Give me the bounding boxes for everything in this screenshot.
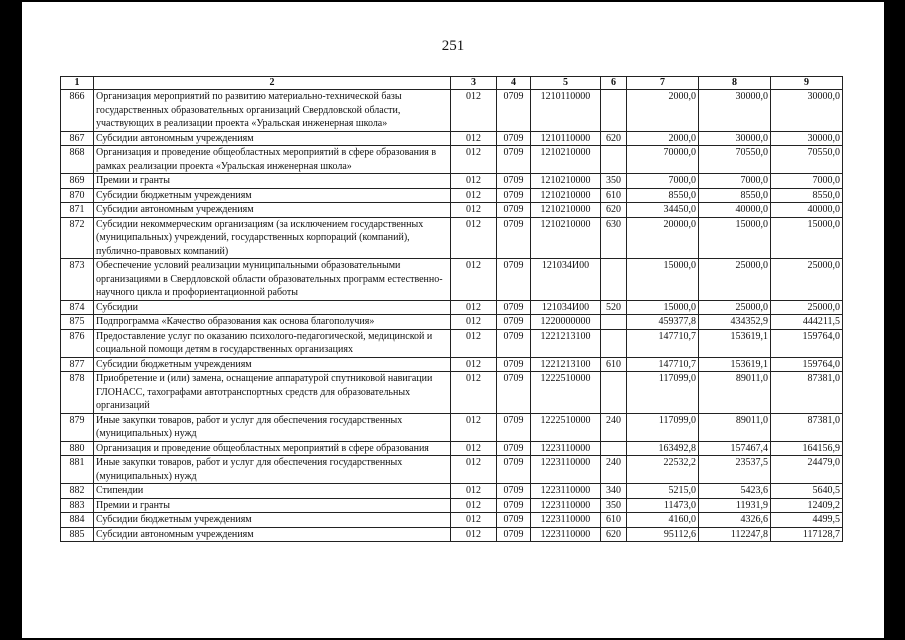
expense-type-cell: 620: [601, 131, 627, 146]
amount-year2-cell: 40000,0: [699, 203, 771, 218]
item-name-cell: Иные закупки товаров, работ и услуг для обеспечения государственных (муниципальных) нужд: [94, 456, 451, 484]
section-code-cell: 0709: [497, 188, 531, 203]
target-code-cell: 1223110000: [531, 456, 601, 484]
amount-year3-cell: 87381,0: [771, 413, 843, 441]
expense-type-cell: 620: [601, 203, 627, 218]
amount-year1-cell: 22532,2: [627, 456, 699, 484]
expense-type-cell: 350: [601, 498, 627, 513]
amount-year2-cell: 89011,0: [699, 372, 771, 414]
table-row: [61, 357, 843, 372]
ministry-code-cell: 012: [451, 357, 497, 372]
item-name-cell: Субсидии некоммерческим организациям (за исключением государственных (муниципальных) учреждений, государственных корпораций (компаний), публично-правовых компаний): [94, 217, 451, 259]
target-code-cell: 1223110000: [531, 441, 601, 456]
target-code-cell: 1223110000: [531, 527, 601, 542]
target-code-cell: 1223110000: [531, 484, 601, 499]
amount-year1-cell: 117099,0: [627, 372, 699, 414]
target-code-cell: 1223110000: [531, 498, 601, 513]
row-number-cell: 873: [61, 259, 94, 301]
expense-type-cell: 620: [601, 527, 627, 542]
item-name-cell: Иные закупки товаров, работ и услуг для обеспечения государственных (муниципальных) нужд: [94, 413, 451, 441]
section-code-cell: 0709: [497, 174, 531, 189]
section-code-cell: 0709: [497, 456, 531, 484]
amount-year2-cell: 70550,0: [699, 146, 771, 174]
amount-year1-cell: 8550,0: [627, 188, 699, 203]
amount-year3-cell: 159764,0: [771, 329, 843, 357]
item-name-cell: Стипендии: [94, 484, 451, 499]
amount-year2-cell: 7000,0: [699, 174, 771, 189]
amount-year1-cell: 34450,0: [627, 203, 699, 218]
target-code-cell: 1221213100: [531, 357, 601, 372]
amount-year2-cell: 434352,9: [699, 315, 771, 330]
amount-year3-cell: 8550,0: [771, 188, 843, 203]
amount-year2-cell: 11931,9: [699, 498, 771, 513]
amount-year2-cell: 8550,0: [699, 188, 771, 203]
amount-year3-cell: 40000,0: [771, 203, 843, 218]
section-code-cell: 0709: [497, 498, 531, 513]
target-code-cell: 1222510000: [531, 372, 601, 414]
table-row: [61, 372, 843, 414]
column-header: 7: [627, 77, 699, 90]
amount-year2-cell: 157467,4: [699, 441, 771, 456]
column-header: 6: [601, 77, 627, 90]
item-name-cell: Обеспечение условий реализации муниципальными образовательными организациями в Свердловской области образовательных программ естественно-научного цикла и профориентационной работы: [94, 259, 451, 301]
item-name-cell: Премии и гранты: [94, 498, 451, 513]
target-code-cell: 1210210000: [531, 146, 601, 174]
item-name-cell: Субсидии автономным учреждениям: [94, 203, 451, 218]
amount-year1-cell: 95112,6: [627, 527, 699, 542]
amount-year2-cell: 153619,1: [699, 329, 771, 357]
section-code-cell: 0709: [497, 441, 531, 456]
expense-type-cell: [601, 259, 627, 301]
amount-year3-cell: 30000,0: [771, 131, 843, 146]
item-name-cell: Премии и гранты: [94, 174, 451, 189]
amount-year1-cell: 7000,0: [627, 174, 699, 189]
amount-year2-cell: 30000,0: [699, 131, 771, 146]
expense-type-cell: 520: [601, 300, 627, 315]
amount-year1-cell: 15000,0: [627, 300, 699, 315]
table-row: [61, 203, 843, 218]
section-code-cell: 0709: [497, 315, 531, 330]
row-number-cell: 870: [61, 188, 94, 203]
amount-year1-cell: 2000,0: [627, 90, 699, 132]
row-number-cell: 876: [61, 329, 94, 357]
target-code-cell: 1221213100: [531, 329, 601, 357]
table-row: [61, 259, 843, 301]
document-page: [22, 2, 884, 638]
amount-year3-cell: 164156,9: [771, 441, 843, 456]
amount-year1-cell: 20000,0: [627, 217, 699, 259]
item-name-cell: Субсидии: [94, 300, 451, 315]
table-row: [61, 174, 843, 189]
amount-year1-cell: 70000,0: [627, 146, 699, 174]
ministry-code-cell: 012: [451, 484, 497, 499]
table-row: [61, 90, 843, 132]
column-header: 5: [531, 77, 601, 90]
target-code-cell: 121034И00: [531, 259, 601, 301]
table-row: [61, 300, 843, 315]
amount-year3-cell: 4499,5: [771, 513, 843, 528]
expense-type-cell: 340: [601, 484, 627, 499]
table-row: [61, 146, 843, 174]
target-code-cell: 1210110000: [531, 131, 601, 146]
row-number-cell: 869: [61, 174, 94, 189]
row-number-cell: 884: [61, 513, 94, 528]
row-number-cell: 868: [61, 146, 94, 174]
expense-type-cell: 350: [601, 174, 627, 189]
expense-type-cell: 240: [601, 413, 627, 441]
section-code-cell: 0709: [497, 484, 531, 499]
table-row: [61, 456, 843, 484]
ministry-code-cell: 012: [451, 441, 497, 456]
amount-year2-cell: 153619,1: [699, 357, 771, 372]
amount-year1-cell: 5215,0: [627, 484, 699, 499]
section-code-cell: 0709: [497, 329, 531, 357]
amount-year2-cell: 25000,0: [699, 259, 771, 301]
ministry-code-cell: 012: [451, 456, 497, 484]
amount-year1-cell: 147710,7: [627, 329, 699, 357]
table-row: [61, 329, 843, 357]
expense-type-cell: 610: [601, 513, 627, 528]
expense-type-cell: 630: [601, 217, 627, 259]
item-name-cell: Предоставление услуг по оказанию психолого-педагогической, медицинской и социальной помощи детям в государственных организациях: [94, 329, 451, 357]
target-code-cell: 1210210000: [531, 203, 601, 218]
row-number-cell: 875: [61, 315, 94, 330]
page-number: 251: [441, 38, 465, 54]
row-number-cell: 878: [61, 372, 94, 414]
ministry-code-cell: 012: [451, 259, 497, 301]
ministry-code-cell: 012: [451, 329, 497, 357]
row-number-cell: 881: [61, 456, 94, 484]
expense-type-cell: 240: [601, 456, 627, 484]
header-row: [61, 77, 843, 90]
ministry-code-cell: 012: [451, 300, 497, 315]
expense-type-cell: [601, 441, 627, 456]
row-number-cell: 871: [61, 203, 94, 218]
target-code-cell: 1210210000: [531, 174, 601, 189]
item-name-cell: Приобретение и (или) замена, оснащение аппаратурой спутниковой навигации ГЛОНАСС, тахографами автотранспортных средств для образовательных организаций: [94, 372, 451, 414]
amount-year3-cell: 159764,0: [771, 357, 843, 372]
amount-year3-cell: 444211,5: [771, 315, 843, 330]
table-row: [61, 513, 843, 528]
expense-type-cell: [601, 90, 627, 132]
amount-year1-cell: 459377,8: [627, 315, 699, 330]
row-number-cell: 879: [61, 413, 94, 441]
row-number-cell: 877: [61, 357, 94, 372]
budget-table: [60, 76, 843, 542]
target-code-cell: 1220000000: [531, 315, 601, 330]
item-name-cell: Субсидии автономным учреждениям: [94, 131, 451, 146]
amount-year3-cell: 5640,5: [771, 484, 843, 499]
amount-year3-cell: 117128,7: [771, 527, 843, 542]
section-code-cell: 0709: [497, 357, 531, 372]
expense-type-cell: 610: [601, 357, 627, 372]
ministry-code-cell: 012: [451, 131, 497, 146]
column-header: 4: [497, 77, 531, 90]
ministry-code-cell: 012: [451, 513, 497, 528]
ministry-code-cell: 012: [451, 146, 497, 174]
expense-type-cell: 610: [601, 188, 627, 203]
ministry-code-cell: 012: [451, 90, 497, 132]
table-body: [61, 90, 843, 542]
table-row: [61, 188, 843, 203]
row-number-cell: 880: [61, 441, 94, 456]
amount-year2-cell: 112247,8: [699, 527, 771, 542]
table-row: [61, 498, 843, 513]
amount-year2-cell: 25000,0: [699, 300, 771, 315]
table-row: [61, 484, 843, 499]
item-name-cell: Организация и проведение общеобластных мероприятий в сфере образования: [94, 441, 451, 456]
table-row: [61, 441, 843, 456]
section-code-cell: 0709: [497, 146, 531, 174]
expense-type-cell: [601, 329, 627, 357]
table-row: [61, 413, 843, 441]
expense-type-cell: [601, 146, 627, 174]
column-header: 2: [94, 77, 451, 90]
item-name-cell: Субсидии бюджетным учреждениям: [94, 357, 451, 372]
table-row: [61, 131, 843, 146]
amount-year2-cell: 5423,6: [699, 484, 771, 499]
amount-year3-cell: 70550,0: [771, 146, 843, 174]
amount-year2-cell: 4326,6: [699, 513, 771, 528]
amount-year2-cell: 23537,5: [699, 456, 771, 484]
table-row: [61, 527, 843, 542]
target-code-cell: 1210210000: [531, 217, 601, 259]
row-number-cell: 874: [61, 300, 94, 315]
amount-year3-cell: 24479,0: [771, 456, 843, 484]
target-code-cell: 1223110000: [531, 513, 601, 528]
section-code-cell: 0709: [497, 259, 531, 301]
amount-year1-cell: 2000,0: [627, 131, 699, 146]
target-code-cell: 1210110000: [531, 90, 601, 132]
section-code-cell: 0709: [497, 90, 531, 132]
item-name-cell: Организация и проведение общеобластных мероприятий в сфере образования в рамках реализации проекта «Уральская инженерная школа»: [94, 146, 451, 174]
section-code-cell: 0709: [497, 203, 531, 218]
amount-year3-cell: 15000,0: [771, 217, 843, 259]
amount-year1-cell: 163492,8: [627, 441, 699, 456]
ministry-code-cell: 012: [451, 217, 497, 259]
row-number-cell: 866: [61, 90, 94, 132]
row-number-cell: 883: [61, 498, 94, 513]
ministry-code-cell: 012: [451, 315, 497, 330]
amount-year3-cell: 25000,0: [771, 259, 843, 301]
expense-type-cell: [601, 372, 627, 414]
section-code-cell: 0709: [497, 217, 531, 259]
amount-year1-cell: 147710,7: [627, 357, 699, 372]
amount-year1-cell: 117099,0: [627, 413, 699, 441]
amount-year1-cell: 4160,0: [627, 513, 699, 528]
column-header: 1: [61, 77, 94, 90]
ministry-code-cell: 012: [451, 174, 497, 189]
expense-type-cell: [601, 315, 627, 330]
section-code-cell: 0709: [497, 527, 531, 542]
column-header: 9: [771, 77, 843, 90]
section-code-cell: 0709: [497, 300, 531, 315]
ministry-code-cell: 012: [451, 203, 497, 218]
section-code-cell: 0709: [497, 413, 531, 441]
section-code-cell: 0709: [497, 513, 531, 528]
target-code-cell: 121034И00: [531, 300, 601, 315]
amount-year2-cell: 89011,0: [699, 413, 771, 441]
amount-year2-cell: 15000,0: [699, 217, 771, 259]
ministry-code-cell: 012: [451, 413, 497, 441]
amount-year3-cell: 87381,0: [771, 372, 843, 414]
row-number-cell: 885: [61, 527, 94, 542]
amount-year3-cell: 7000,0: [771, 174, 843, 189]
item-name-cell: Субсидии автономным учреждениям: [94, 527, 451, 542]
amount-year1-cell: 11473,0: [627, 498, 699, 513]
table-row: [61, 217, 843, 259]
amount-year3-cell: 30000,0: [771, 90, 843, 132]
amount-year1-cell: 15000,0: [627, 259, 699, 301]
ministry-code-cell: 012: [451, 527, 497, 542]
section-code-cell: 0709: [497, 131, 531, 146]
ministry-code-cell: 012: [451, 188, 497, 203]
amount-year3-cell: 25000,0: [771, 300, 843, 315]
target-code-cell: 1222510000: [531, 413, 601, 441]
column-header: 3: [451, 77, 497, 90]
ministry-code-cell: 012: [451, 498, 497, 513]
item-name-cell: Субсидии бюджетным учреждениям: [94, 513, 451, 528]
column-header: 8: [699, 77, 771, 90]
ministry-code-cell: 012: [451, 372, 497, 414]
amount-year2-cell: 30000,0: [699, 90, 771, 132]
row-number-cell: 867: [61, 131, 94, 146]
amount-year3-cell: 12409,2: [771, 498, 843, 513]
row-number-cell: 872: [61, 217, 94, 259]
section-code-cell: 0709: [497, 372, 531, 414]
item-name-cell: Субсидии бюджетным учреждениям: [94, 188, 451, 203]
item-name-cell: Подпрограмма «Качество образования как основа благополучия»: [94, 315, 451, 330]
item-name-cell: Организация мероприятий по развитию материально-технической базы государственных образовательных организаций Свердловской области, участвующих в реализации проекта «Уральская инженерная школа»: [94, 90, 451, 132]
target-code-cell: 1210210000: [531, 188, 601, 203]
table-row: [61, 315, 843, 330]
row-number-cell: 882: [61, 484, 94, 499]
